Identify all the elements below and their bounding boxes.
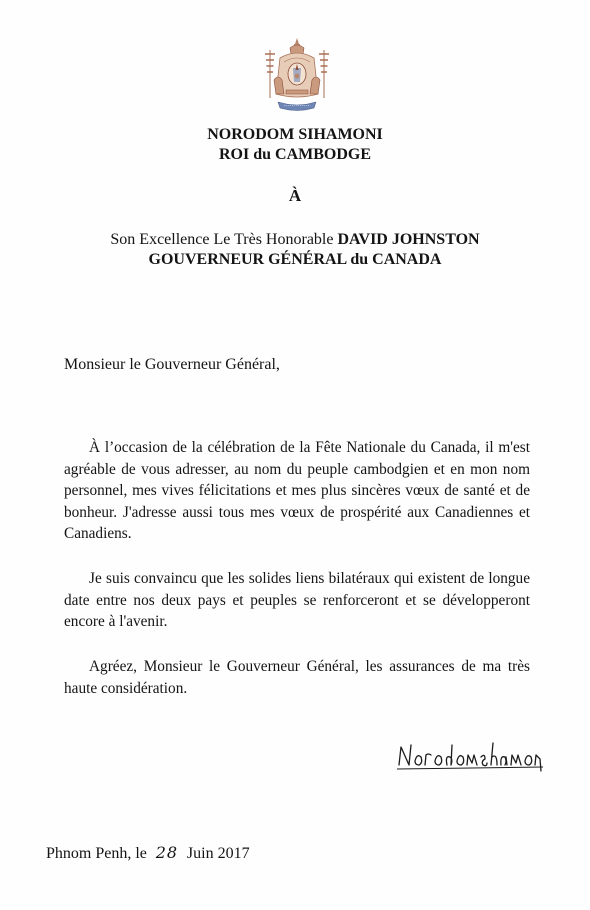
body-paragraph: Je suis convaincu que les solides liens bilatéraux qui existent de longue date entre nos deux pays et peuples se renforceront et se développeront encore à l'avenir.: [64, 570, 530, 630]
date-place: Phnom Penh, le: [46, 845, 147, 862]
date-month-year: Juin 2017: [186, 845, 250, 862]
sender-title: ROI du CAMBODGE: [218, 146, 372, 163]
sender-name: NORODOM SIHAMONI: [207, 126, 383, 143]
addressee-name: DAVID JOHNSTON: [337, 231, 480, 248]
date-line: [46, 843, 250, 864]
handwritten-signature: [395, 735, 545, 775]
to-marker: À: [288, 186, 302, 205]
addressee-line: [0, 230, 590, 250]
body-paragraph: Agréez, Monsieur le Gouverneur Général, les assurances de ma très haute considération.: [64, 658, 530, 697]
royal-arms-icon: [260, 36, 334, 116]
salutation: Monsieur le Gouverneur Général,: [64, 356, 280, 373]
date-day: 28: [155, 843, 179, 862]
addressee-honorific: Son Excellence Le Très Honorable: [110, 231, 334, 248]
body-paragraph: À l’occasion de la célébration de la Fête Nationale du Canada, il m'est agréable de vous adresser, au nom du peuple cambodgien et en mon nom personnel, mes vives félicitations et mes plus sincères vœux de santé et de bonheur. J'adresse aussi tous mes vœux de prospérité aux Canadiennes et Canadiens.: [64, 439, 530, 542]
addressee-title: GOUVERNEUR GÉNÉRAL du CANADA: [148, 251, 442, 268]
